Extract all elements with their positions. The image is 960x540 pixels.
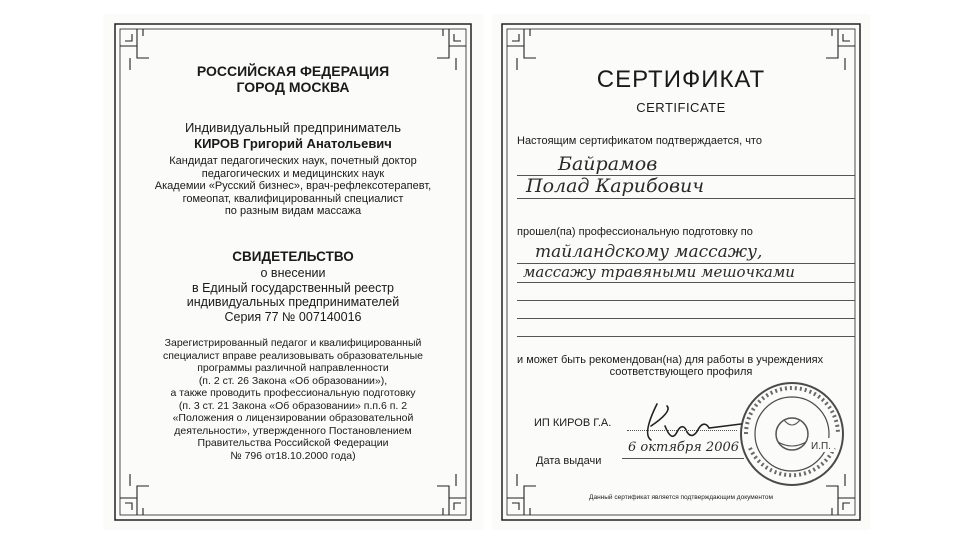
credential-line: Академии «Русский бизнес», врач-рефлексотерапевт,	[154, 180, 432, 192]
credential-line: по разным видам массажа	[224, 205, 362, 217]
credential-line: гомеопат, квалифицированный специалист	[182, 192, 404, 205]
fill-line	[517, 198, 855, 199]
registry-line: о внесении	[260, 266, 326, 280]
legal-line: (п. 3 ст. 21 Закона «Об образовании» п.п.6 п. 2	[178, 399, 408, 412]
fill-line	[517, 318, 855, 319]
signer-name: ИП КИРОВ Г.А.	[534, 417, 612, 429]
certificate-footer-note: Данный сертификат является подтверждающим документом	[589, 494, 773, 501]
legal-line: программы различной направленности	[197, 362, 389, 374]
course-name-line-1: тайландскому массажу,	[535, 242, 763, 262]
legal-line: Правительства Российской Федерации	[197, 437, 389, 449]
course-name-line-2: массажу травяными мешочками	[523, 263, 795, 281]
recipient-given-name: Полад Карибович	[526, 175, 705, 197]
entrepreneur-label: Индивидуальный предприниматель	[184, 120, 402, 135]
corner-ornament-bl	[120, 474, 149, 515]
issue-date-value: 6 октября 2006	[628, 440, 740, 455]
svidetelstvo-title: СВИДЕТЕЛЬСТВО	[232, 249, 354, 264]
credential-line: Кандидат педагогических наук, почетный доктор	[169, 155, 417, 167]
legal-line: специалист вправе реализовывать образовательные	[162, 349, 424, 362]
registry-block	[103, 266, 483, 324]
recipient-surname: Байрамов	[558, 153, 658, 175]
legal-line: деятельности», утвержденного Постановлением	[174, 424, 412, 437]
city-heading: ГОРОД МОСКВА	[236, 79, 350, 95]
legal-line: «Положения о лицензировании образовательной	[172, 412, 414, 424]
legal-line: а также проводить профессиональную подготовку	[170, 387, 416, 399]
course-text: прошел(па) профессиональную подготовку по	[517, 226, 753, 238]
fill-line	[517, 336, 855, 337]
recommend-text-1: и может быть рекомендован(на) для работы в учреждениях	[517, 354, 824, 366]
registration-series-number: Серия 77 № 007140016	[224, 309, 362, 324]
corner-ornament-tr	[826, 29, 855, 70]
svg-text:И.П.: И.П.	[811, 441, 831, 452]
certificate-title: СЕРТИФИКАТ	[596, 66, 766, 93]
fill-line	[517, 282, 855, 283]
legal-line: № 796 от18.10.2000 года)	[230, 449, 356, 462]
owner-name: КИРОВ Григорий Анатольевич	[194, 136, 392, 151]
corner-ornament-tl	[507, 29, 536, 70]
issue-date-label: Дата выдачи	[536, 455, 602, 467]
signature-line	[627, 430, 737, 431]
confirm-text: Настоящим сертификатом подтверждается, что	[517, 135, 762, 147]
fill-line	[517, 300, 855, 301]
corner-ornament-br	[437, 474, 466, 515]
legal-line: Зарегистрированный педагог и квалифицированный	[164, 337, 422, 349]
registry-line: индивидуальных предпринимателей	[186, 295, 400, 309]
certificate-subtitle: CERTIFICATE	[636, 100, 726, 115]
legal-line: (п. 2 ст. 26 Закона «Об образовании»),	[198, 374, 388, 387]
recommend-text-2: соответствующего профиля	[609, 366, 753, 378]
registration-certificate-page	[103, 14, 483, 530]
date-line	[622, 458, 744, 459]
certificate-page	[492, 14, 870, 530]
credential-line: педагогических и медицинских наук	[201, 167, 385, 180]
signature	[637, 396, 747, 446]
registry-line: в Единый государственный реестр	[191, 280, 395, 295]
country-heading: РОССИЙСКАЯ ФЕДЕРАЦИЯ	[196, 63, 390, 79]
credentials-block	[103, 155, 483, 218]
round-stamp	[738, 380, 846, 488]
legal-rights-block	[103, 337, 483, 462]
